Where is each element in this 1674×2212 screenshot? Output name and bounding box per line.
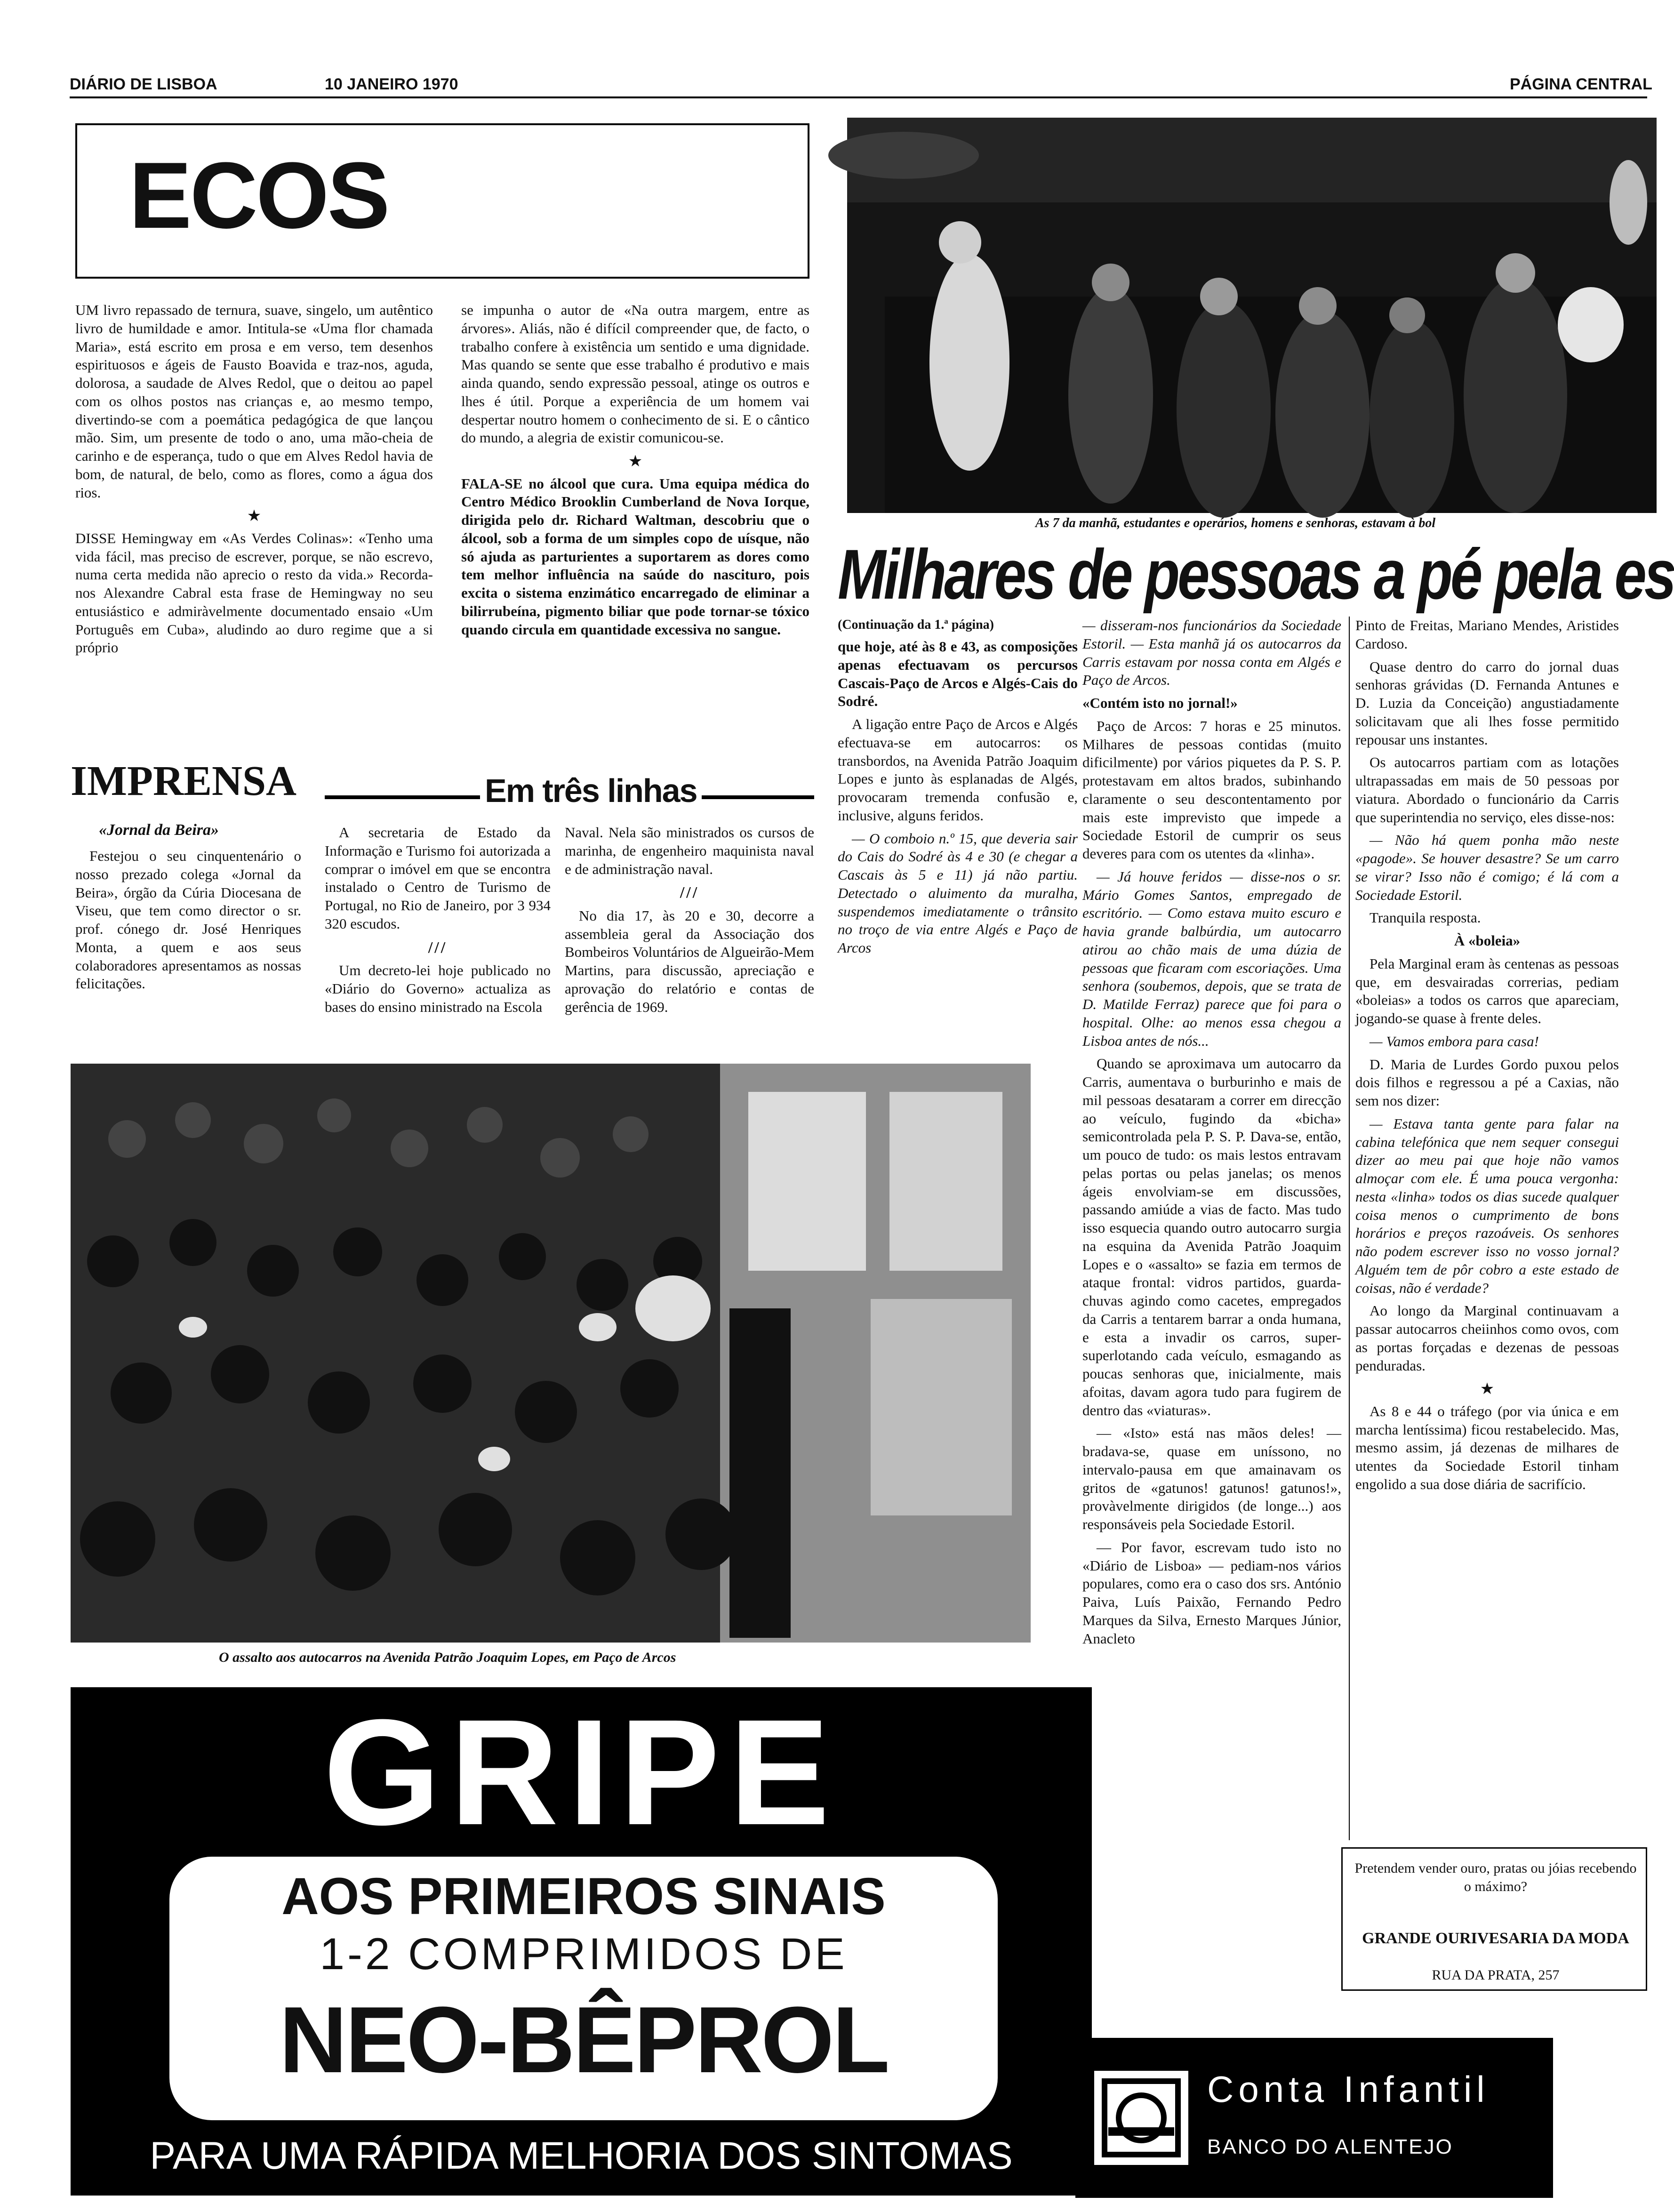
story-paragraph: — Por favor, escrevam tudo isto no «Diário de Lisboa» — pediam-nos vários populares, como era o caso dos srs. António Paiva, Luís Paixão, Fernando Pedro Marques da Silva, Ernesto Marques Júnior, Anacleto [1082, 1539, 1341, 1647]
story-paragraph: A ligação entre Paço de Arcos e Algés efectuava-se em autocarros: os transbordos, na Avenida Patrão Joaquim Lopes e junto às esplanadas de Algés, provocaram tremenda confusão e, inclusive, alguns feridos. [838, 716, 1078, 824]
slash-separator: /// [680, 884, 699, 902]
photo-bus-assault-image [71, 1064, 1031, 1643]
tres-linhas-item: Um decreto-lei hoje publicado no «Diário do Governo» actualiza as bases do ensino ministrado na Escola [325, 962, 551, 1015]
ad-gripe [71, 1687, 1092, 2196]
ad-ourivesaria [1341, 1847, 1647, 1991]
imprensa-text [75, 847, 301, 1045]
story-subhead: À «boleia» [1454, 932, 1521, 949]
star-separator: ★ [628, 453, 643, 470]
ad-ourivesaria-name: GRANDE OURIVESARIA DA MODA [1362, 1930, 1629, 1947]
story-paragraph: Os autocarros partiam com as lotações ultrapassadas em mais de 50 pessoas por viatura. Abordado o funcionário da Carris que superintendia no serviço, eles disse-nos: [1355, 754, 1619, 825]
column-rule [1349, 617, 1350, 1840]
story-paragraph: — disseram-nos funcionários da Sociedade Estoril. — Esta manhã já os autocarros da Carris estavam por nossa conta em Algés e Paço de Arcos. [1082, 617, 1341, 689]
star-separator: ★ [247, 507, 262, 525]
ecos-item-hemingway: DISSE Hemingway em «As Verdes Colinas»: «Tenho uma vida fácil, mas preciso de escrever, porque, se não escrevo, numa certa medida não aprecio o resto da vida.» Recorda-nos Alexandre Cabral esta frase de Hemingway no seu entusiástico e admiràvelmente documentado ensaio «Um Português em Cuba», aludindo ao duro regime que a si próprio [75, 529, 433, 656]
photo-bus-assault [71, 1064, 1031, 1643]
story-paragraph: Pinto de Freitas, Mariano Mendes, Aristides Cardoso. [1355, 617, 1619, 652]
story-paragraph: D. Maria de Lurdes Gordo puxou pelos dois filhos e regressou a pé a Caxias, não sem nos dizer: [1355, 1056, 1619, 1109]
tres-linhas-item: A secretaria de Estado da Informação e Turismo foi autorizada a comprar o imóvel em que se encontra instalado o Centro de Turismo de Portugal, no Rio de Janeiro, por 3 934 320 escudos. [325, 824, 551, 932]
header-rule [70, 96, 1647, 98]
story-paragraph: Paço de Arcos: 7 horas e 25 minutos. Milhares de pessoas contidas (muito dificilmente) por vários piquetes da P. S. P. protestavam em altos brados, subinhando claramente o seu descontentamento por mais este imprevisto que impede a Sociedade Estoril de cumprir os seus deveres para com os utentes da «linha». [1082, 717, 1341, 862]
bank-logo-icon [1094, 2071, 1188, 2165]
photo-crowd-night-image [847, 118, 1657, 513]
story-continuation: (Continuação da 1.ª página) [838, 617, 994, 632]
ecos-column-2 [461, 301, 809, 748]
story-column-1 [838, 617, 1078, 1082]
ad-gripe-footer: PARA UMA RÁPIDA MELHORIA DOS SINTOMAS [150, 2134, 1013, 2177]
tres-linhas-item: Naval. Nela são ministrados os cursos de marinha, de engenheiro maquinista naval e de administração naval. [565, 824, 814, 877]
slash-separator: /// [428, 938, 448, 956]
photo-bottom-caption: O assalto aos autocarros na Avenida Patrão Joaquim Lopes, em Paço de Arcos [219, 1650, 676, 1665]
tres-linhas-title: Em três linhas [480, 772, 702, 809]
ecos-item-trabalho: se impunha o autor de «Na outra margem, entre as árvores». Aliás, não é difícil compreender que, de facto, o trabalho confere à existência um sentido e uma dignidade. Mas quando se sente que esse trabalho é produtivo e mais ainda quando, sendo expressão pessoal, atinge os outros e lhes é útil. Porque a experiência de um homem vai despertar noutro homem o conhecimento de si. E o cântico do mundo, a alegria de existir comunicou-se. [461, 302, 809, 446]
ad-gripe-line1: AOS PRIMEIROS SINAIS [281, 1867, 886, 1925]
tres-linhas-column-1 [325, 824, 551, 1045]
masthead-paper: DIÁRIO DE LISBOA [70, 75, 217, 93]
ad-gripe-brand: NEO-BÊPROL [279, 1988, 888, 2092]
ad-gripe-line2: 1-2 COMPRIMIDOS DE [320, 1929, 848, 1979]
story-paragraph: — Vamos embora para casa! [1370, 1033, 1539, 1050]
story-paragraph: Tranquila resposta. [1370, 909, 1481, 926]
photo-top-caption: As 7 da manhã, estudantes e operários, homens e senhoras, estavam à bol [1035, 516, 1436, 530]
tres-linhas-column-2 [565, 824, 814, 1045]
story-paragraph: — Não há quem ponha mão neste «pagode». Se houver desastre? Se um carro se virar? Isso não é comigo; é lá com a Sociedade Estoril. [1355, 832, 1619, 903]
star-separator: ★ [1480, 1380, 1495, 1398]
story-paragraph: — Já houve feridos — disse-nos o sr. Mário Gomes Santos, empregado de escritório. — Como estava muito escuro e havia grande balbúrdia, um autocarro atirou ao chão mais de uma dúzia de pessoas que ficaram com escoriações. Uma senhora (soubemos, depois, que se trata de D. Matilde Ferraz) parece que foi para o hospital. Olhe: ao menos essa chegou a Lisboa antes de nós... [1082, 868, 1341, 1049]
story-paragraph: Quase dentro do carro do jornal duas senhoras grávidas (D. Fernanda Antunes e D. Luzia da Conceição) angustiadamente solicitavam que ali lhes fosse permitido repousar uns instantes. [1355, 658, 1619, 748]
story-paragraph: Ao longo da Marginal continuavam a passar autocarros cheiinhos como ovos, com as portas forçadas e dezenas de pessoas penduradas. [1355, 1302, 1619, 1374]
photo-crowd-night [847, 118, 1657, 513]
story-paragraph: As 8 e 44 o tráfego (por via única e em marcha lentíssima) ficou restabelecido. Mas, mesmo assim, já dezenas de milhares de utentes da Sociedade Estoril tinham engolido a sua dose diária de sacrifício. [1355, 1403, 1619, 1492]
ad-ourivesaria-address: RUA DA PRATA, 257 [1432, 1967, 1560, 1983]
story-paragraph: Pela Marginal eram às centenas as pessoas que, em desvairadas correrias, pediam «boleias» a todos os carros que apareciam, jogando-se quase à frente deles. [1355, 955, 1619, 1026]
story-column-2 [1082, 617, 1341, 2050]
story-paragraph: — «Isto» está nas mãos deles! — bradava-se, quase em uníssono, no intervalo-pausa em que amainavam os gritos de «gatunos! gatunos! gatunos!», provàvelmente dirigidos (de longe...) aos responsáveis pela Sociedade Estoril. [1082, 1425, 1341, 1532]
story-paragraph: que hoje, até às 8 e 43, as composições apenas efectuavam os percursos Cascais-Paço de Arcos e Algés-Cais do Sodré. [838, 638, 1078, 710]
ecos-title: ECOS [129, 143, 388, 248]
story-column-3 [1355, 617, 1619, 1840]
ad-ourivesaria-text: Pretendem vender ouro, pratas ou jóias recebendo o máximo? [1354, 1860, 1637, 1894]
ad-gripe-title: GRIPE [323, 1688, 839, 1856]
ecos-box [75, 123, 809, 279]
story-paragraph: Quando se aproximava um autocarro da Carris, aumentava o burburinho e mais de mil pessoas desataram a correr em direcção ao veículo, fugindo da «bicha» semicontrolada pela P. S. P. Dava-se, então, um pouco de tudo: os mais lestos entravam pelas portas ou pelas janelas; os menos ágeis envolviam-se em discussões, passando amiúde a vias de facto. Mas tudo isso esquecia quando outro autocarro surgia na esquina da Avenida Patrão Joaquim Lopes e o «assalto» se fazia em termos de ataque frontal: vidros partidos, guarda-chuvas agindo como cacetes, empregados da Carris a tentarem barrar a onda humana, e esta a invadir os carros, super-superlotando cada veículo, esmagando as poucas senhoras que, inicialmente, mais afoitas, davam agora tudo para fugirem de dentro das «viaturas». [1082, 1055, 1341, 1419]
imprensa-paragraph: Festejou o seu cinquentenário o nosso prezado colega «Jornal da Beira», órgão da Cúria Diocesana de Viseu, que tem como director o sr. prof. cónego dr. José Henriques Monta, a quem e aos seus colaboradores apresentamos as nossas felicitações. [75, 848, 301, 992]
ad-banco-name: BANCO DO ALENTEJO [1207, 2135, 1453, 2158]
tres-linhas-header [325, 772, 814, 817]
ecos-column-1 [75, 301, 433, 748]
tres-linhas-item: No dia 17, às 20 e 30, decorre a assembleia geral da Associação dos Bombeiros Voluntários de Algueirão-Mem Martins, para discussão, apreciação e aprovação do relatório e contas de gerência de 1969. [565, 907, 814, 1015]
ad-banco-title: Conta Infantil [1207, 2068, 1490, 2110]
story-subhead: «Contém isto no jornal!» [1082, 695, 1238, 711]
story-paragraph: — Estava tanta gente para falar na cabina telefónica que nem sequer consegui dizer ao meu pai que hoje não vamos almoçar com ele. É uma pouca vergonha: nesta «linha» todos os dias sucede qualquer coisa menos o cumprimento de bons horários e preços razoáveis. Os senhores não podem escrever isso no vosso jornal? Alguém tem de pôr cobro a este estado de coisas, não é verdade? [1355, 1115, 1619, 1296]
masthead-date: 10 JANEIRO 1970 [325, 75, 458, 93]
ad-gripe-panel [169, 1857, 998, 2120]
ad-banco [1075, 2038, 1553, 2198]
main-headline: Milhares de pessoas a pé pela es [838, 535, 1674, 614]
imprensa-subtitle: «Jornal da Beira» [99, 821, 219, 839]
imprensa-title: IMPRENSA [71, 758, 297, 804]
ecos-item-livro: UM livro repassado de ternura, suave, singelo, um autêntico livro de humildade e amor. Intitula-se «Uma flor chamada Maria», está escrito em prosa e em verso, tem desenhos espirituosos e ágeis de Fausto Boavida e traz-nos, aguda, dolorosa, a saudade de Alves Redol, que o deitou ao papel com os olhos postos nas crianças e, ao mesmo tempo, divertindo-se com a poemática pedagógica de que lançou mão. Sim, um presente de todo o ano, uma mão-cheia de carinho e de esperança, tudo o que em Alves Redol havia de bom, de natural, de belo, como as flores, como a água dos rios. [75, 302, 433, 501]
ecos-item-alcool: FALA-SE no álcool que cura. Uma equipa médica do Centro Médico Brooklin Cumberland de Nova Iorque, dirigida pelo dr. Richard Waltman, descobriu que o álcool, sob a forma de um simples copo de uísque, não só ajuda as parturientes a suportarem as dores como tem melhor influência na saúde do nascituro, pois excita o sistema enzimático encarregado de eliminar a bilirrubeína, pigmento biliar que pode tornar-se tóxico quando circula em quantidade excessiva no sangue. [461, 475, 809, 638]
story-paragraph: — O comboio n.º 15, que deveria sair do Cais do Sodré às 4 e 30 (e chegar a Cascais às 5 e 11) já não partiu. Detectado o aluimento da muralha, suspendemos imediatamente o trânsito no troço de via entre Algés e Paço de Arcos [838, 830, 1078, 956]
masthead-section: PÁGINA CENTRAL [1510, 75, 1652, 93]
